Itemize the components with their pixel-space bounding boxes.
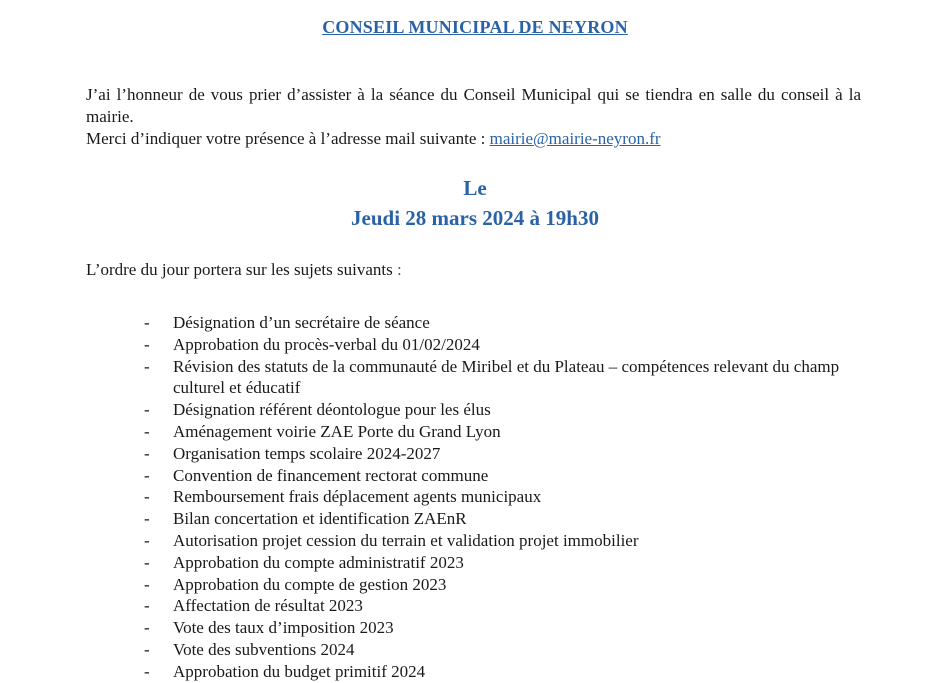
agenda-item <box>142 399 862 421</box>
agenda-item <box>142 486 862 508</box>
bullet-dash: - <box>144 443 150 463</box>
agenda-item-text: Convention de financement rectorat commune <box>173 465 489 485</box>
bullet-dash: - <box>144 400 150 420</box>
agenda-item <box>142 574 862 596</box>
agenda-item <box>142 356 862 400</box>
agenda-item <box>142 312 862 334</box>
agenda-item <box>142 334 862 356</box>
bullet-dash: - <box>144 421 150 441</box>
invitation-text: J’ai l’honneur de vous prier d’assister à la séance du Conseil Municipal qui se tiendra en salle du conseil à la mairie. <box>86 85 861 126</box>
agenda-intro-colon: : <box>396 260 402 279</box>
bullet-dash: - <box>144 530 150 550</box>
agenda-item-text: Aménagement voirie ZAE Porte du Grand Lyon <box>173 421 501 441</box>
agenda-item-text: Approbation du compte de gestion 2023 <box>173 574 447 594</box>
agenda-item <box>142 465 862 487</box>
bullet-dash: - <box>144 552 150 572</box>
bullet-dash: - <box>144 356 150 376</box>
bullet-dash: - <box>144 639 150 659</box>
bullet-dash: - <box>144 509 150 529</box>
agenda-item <box>142 639 862 661</box>
agenda-item-text: Organisation temps scolaire 2024-2027 <box>173 443 441 463</box>
bullet-dash: - <box>144 596 150 616</box>
bullet-dash: - <box>144 574 150 594</box>
bullet-dash: - <box>144 618 150 638</box>
agenda-item-text: Désignation référent déontologue pour les élus <box>173 400 491 420</box>
meeting-date: Jeudi 28 mars 2024 à 19h30 <box>351 206 599 230</box>
agenda-item-text: Affectation de résultat 2023 <box>173 596 363 616</box>
agenda-item <box>142 617 862 639</box>
agenda-item-text: Autorisation projet cession du terrain et validation projet immobilier <box>173 530 639 550</box>
meeting-le: Le <box>463 176 487 200</box>
presence-request <box>86 128 861 150</box>
agenda-item-text: Révision des statuts de la communauté de Miribel et du Plateau – compétences relevant du champ culturel et éducatif <box>173 356 840 398</box>
agenda-item-text: Désignation d’un secrétaire de séance <box>173 313 430 332</box>
agenda-item-text: Approbation du budget primitif 2024 <box>173 661 426 681</box>
agenda-item <box>142 530 862 552</box>
email-link[interactable]: mairie@mairie-neyron.fr <box>489 129 661 148</box>
bullet-dash: - <box>144 465 150 485</box>
agenda-item <box>142 421 862 443</box>
bullet-dash: - <box>144 334 150 354</box>
agenda-item-text: Approbation du procès-verbal du 01/02/2024 <box>173 334 480 354</box>
agenda-item-text: Vote des taux d’imposition 2023 <box>173 618 394 638</box>
agenda-item <box>142 552 862 574</box>
agenda-item-text: Vote des subventions 2024 <box>173 639 355 659</box>
agenda-item <box>142 661 862 683</box>
agenda-intro-text: L’ordre du jour portera sur les sujets suivants <box>86 260 393 279</box>
page-title: CONSEIL MUNICIPAL DE NEYRON <box>322 17 628 37</box>
meeting-date-block <box>0 173 950 233</box>
intro-paragraph <box>86 84 861 150</box>
agenda-item <box>142 508 862 530</box>
agenda-item-text: Remboursement frais déplacement agents municipaux <box>173 487 542 507</box>
bullet-dash: - <box>144 487 150 507</box>
agenda-intro <box>86 260 402 280</box>
presence-request-text: Merci d’indiquer votre présence à l’adresse mail suivante : <box>86 129 490 148</box>
agenda-item-text: Approbation du compte administratif 2023 <box>173 552 464 572</box>
agenda-item <box>142 443 862 465</box>
agenda-item <box>142 595 862 617</box>
bullet-dash: - <box>144 661 150 681</box>
agenda-item-text: Bilan concertation et identification ZAEnR <box>173 509 467 529</box>
agenda-list <box>142 312 862 683</box>
bullet-dash: - <box>144 313 150 332</box>
